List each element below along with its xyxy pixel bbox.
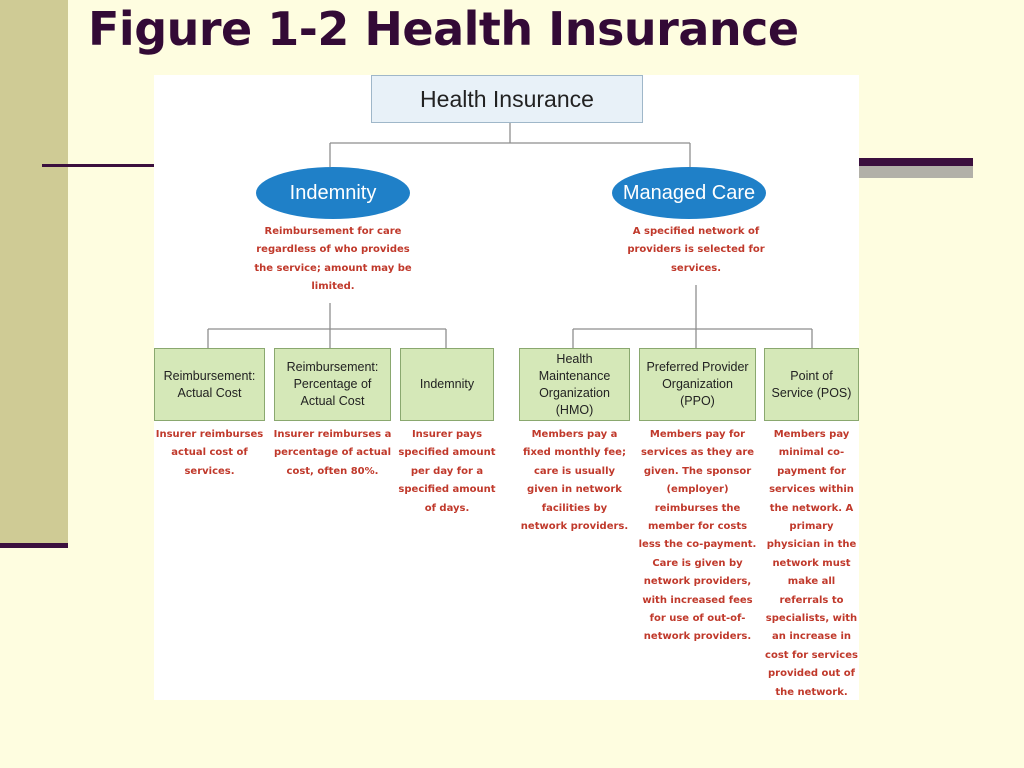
leaf-node-pos: Point of Service (POS) bbox=[764, 348, 859, 421]
indemnity-node: Indemnity bbox=[256, 167, 410, 219]
decorative-rule-right-gray bbox=[858, 166, 973, 178]
managed-care-node: Managed Care bbox=[612, 167, 766, 219]
ppo-description: Members pay for services as they are given. The sponsor (employer) reimburses the member for costs less the co-payment. Care is given by network providers, with increased fees for use of out-of-network providers. bbox=[638, 429, 757, 643]
indemnity-description: Reimbursement for care regardless of who provides the service; amount may be limited. bbox=[254, 226, 412, 293]
leaf-node-indemnity: Indemnity bbox=[400, 348, 494, 421]
leaf-node-ppo: Preferred Provider Organization (PPO) bbox=[639, 348, 756, 421]
actual-cost-description: Insurer reimburses actual cost of services. bbox=[155, 429, 264, 477]
percentage-cost-description: Insurer reimburses a percentage of actual cost, often 80%. bbox=[273, 429, 392, 477]
leaf-node-percentage-cost: Reimbursement: Percentage of Actual Cost bbox=[274, 348, 391, 421]
slide-title: Figure 1-2 Health Insurance bbox=[88, 2, 799, 56]
root-node: Health Insurance bbox=[371, 75, 643, 123]
decorative-rule-left bbox=[42, 164, 154, 167]
decorative-side-rule bbox=[0, 543, 68, 548]
decorative-side-band bbox=[0, 0, 68, 548]
health-insurance-diagram bbox=[154, 75, 859, 700]
managed-care-description: A specified network of providers is selected for services. bbox=[627, 226, 765, 274]
decorative-rule-right-dark bbox=[858, 158, 973, 166]
leaf-node-hmo: Health Maintenance Organization (HMO) bbox=[519, 348, 630, 421]
indemnity-leaf-description: Insurer pays specified amount per day for a specified amount of days. bbox=[398, 429, 496, 514]
hmo-description: Members pay a fixed monthly fee; care is usually given in network facilities by network providers. bbox=[520, 429, 629, 533]
leaf-node-actual-cost: Reimbursement: Actual Cost bbox=[154, 348, 265, 421]
pos-description: Members pay minimal co-payment for services within the network. A primary physician in the network must make all referrals to specialists, with an increase in cost for services provided out of the network. bbox=[765, 429, 858, 698]
